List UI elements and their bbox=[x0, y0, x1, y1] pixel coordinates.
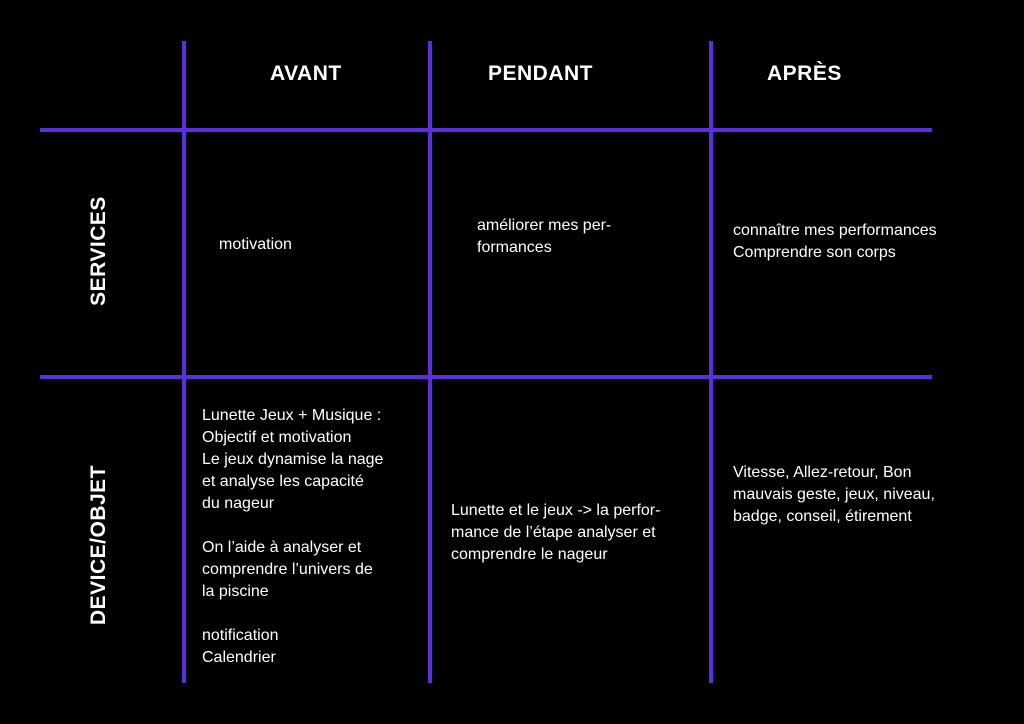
column-header-pendant: PENDANT bbox=[488, 62, 594, 85]
column-header-avant: AVANT bbox=[270, 62, 342, 85]
cell-services-apres: connaître mes performances Comprendre son corps bbox=[733, 222, 937, 261]
cell-services-avant: motivation bbox=[219, 236, 292, 253]
row-label-device-objet: DEVICE/OBJET bbox=[87, 464, 110, 626]
cell-device-apres: Vitesse, Allez-retour, Bon mauvais geste, jeux, niveau, badge, conseil, étirement bbox=[733, 464, 935, 525]
grid-line-horizontal-1 bbox=[40, 128, 932, 132]
grid-line-vertical-2 bbox=[428, 41, 432, 683]
cell-device-avant: Lunette Jeux + Musique : Objectif et motivation Le jeux dynamise la nage et analyse les capacité du nageur On l’aide à analyser et comprendre l’univers de la piscine notification Calendrier bbox=[202, 407, 384, 666]
cell-device-pendant: Lunette et le jeux -> la perfor- mance de l’étape analyser et comprendre le nageur bbox=[451, 502, 661, 563]
column-header-apres: APRÈS bbox=[767, 62, 842, 85]
grid-line-vertical-1 bbox=[182, 41, 186, 683]
grid-line-vertical-3 bbox=[709, 41, 713, 683]
row-label-services: SERVICES bbox=[87, 196, 110, 306]
grid-line-horizontal-2 bbox=[40, 375, 932, 379]
cell-services-pendant: améliorer mes per- formances bbox=[477, 217, 612, 256]
